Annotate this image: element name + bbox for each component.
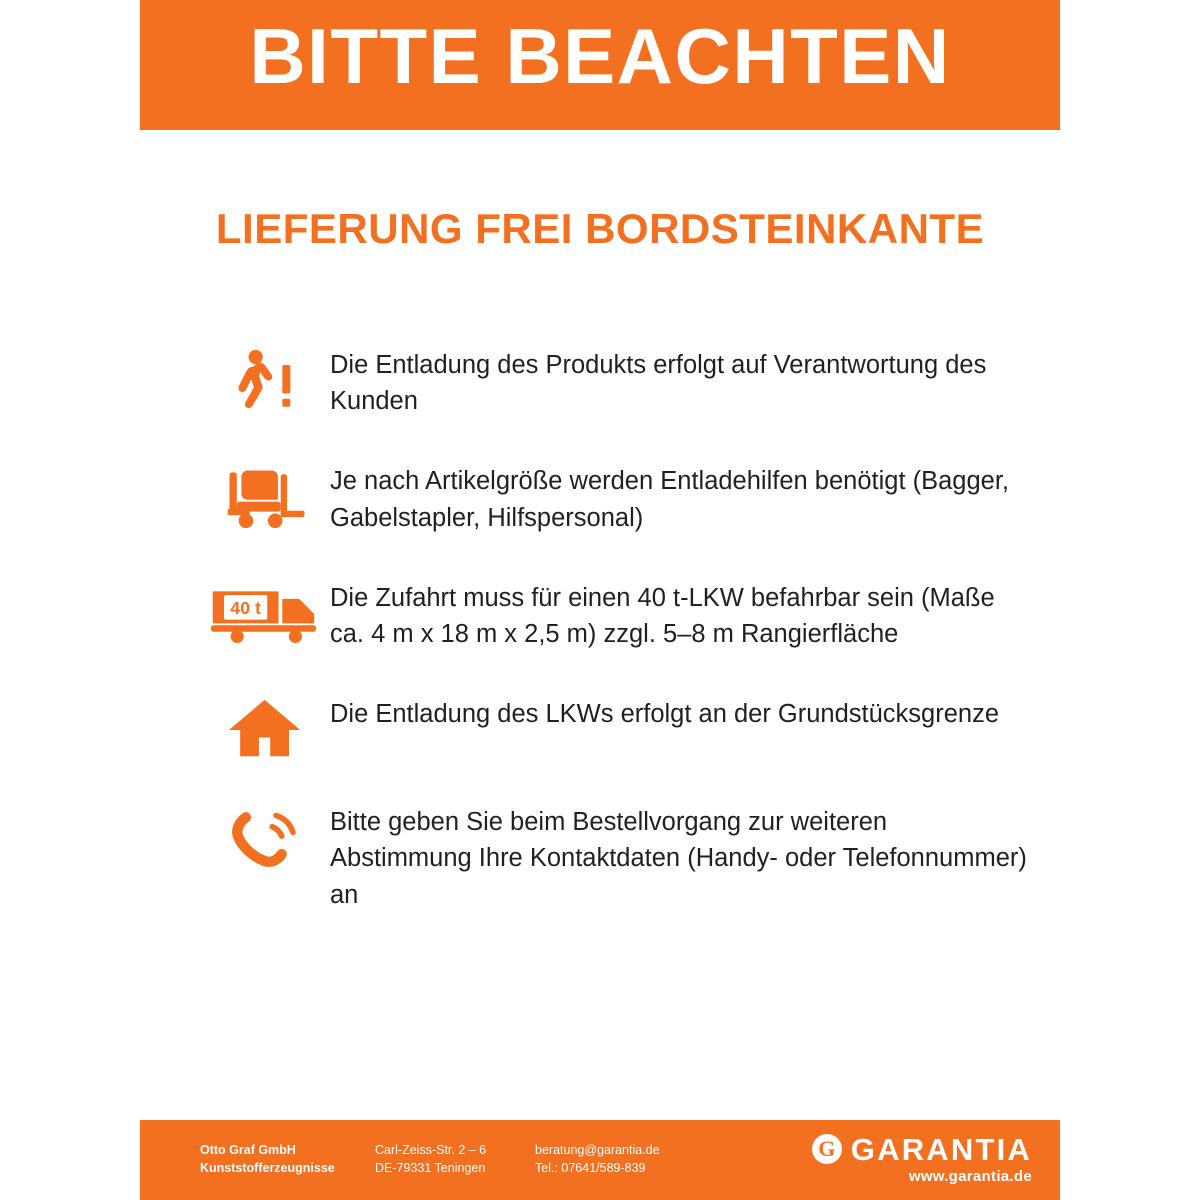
list-item: [200, 802, 1030, 913]
list-item-text: Die Zufahrt muss für einen 40 t-LKW befahrbar sein (Maße ca. 4 m x 18 m x 2,5 m) zzgl. 5–8 m Rangierfläche: [330, 583, 995, 649]
brand-row: [812, 1131, 1032, 1167]
footer-contact: [535, 1141, 725, 1177]
list-item-text: Bitte geben Sie beim Bestellvorgang zur weiteren Abstimmung Ihre Kontaktdaten (Handy- oder Telefonnummer) an: [330, 808, 1027, 909]
pedestrian-warning-icon: [200, 345, 330, 413]
phone-icon: [200, 802, 330, 872]
footer-company: [200, 1141, 375, 1177]
subtitle: LIEFERUNG FREI BORDSTEINKANTE: [215, 205, 985, 252]
list-item-text: Die Entladung des Produkts erfolgt auf Verantwortung des Kunden: [330, 351, 987, 416]
footer-address: [375, 1141, 535, 1177]
truck-load-label: 40 t: [229, 597, 261, 618]
footer-company-line1: Otto Graf GmbH: [200, 1142, 296, 1157]
house-icon: [200, 694, 330, 760]
footer-phone: Tel.: 07641/589-839: [535, 1161, 646, 1175]
list-item: [200, 694, 1030, 760]
page-title: BITTE BEACHTEN: [249, 12, 951, 100]
brand-name: GARANTIA: [850, 1131, 1032, 1167]
truck-40t-icon: [200, 578, 330, 644]
list-item: [200, 345, 1030, 419]
footer-company-line2: Kunststofferzeugnisse: [200, 1161, 335, 1175]
footer-address-line1: Carl-Zeiss-Str. 2 – 6: [375, 1142, 487, 1157]
forklift-icon: [200, 461, 330, 529]
list-item-text: Die Entladung des LKWs erfolgt an der Grundstücksgrenze: [330, 700, 1000, 729]
footer-email[interactable]: beratung@garantia.de: [535, 1142, 660, 1157]
brand-website-link[interactable]: www.garantia.de: [908, 1167, 1032, 1185]
list-item-text: Je nach Artikelgröße werden Entladehilfen benötigt (Bagger, Gabelstapler, Hilfspersonal): [330, 467, 1010, 532]
list-item: [200, 578, 1030, 652]
list-item: [200, 461, 1030, 535]
header-banner: [140, 0, 1060, 130]
garantia-g-icon: G: [812, 1134, 842, 1164]
info-list: [200, 345, 1030, 955]
footer-bar: [140, 1120, 1060, 1200]
footer-address-line2: DE-79331 Teningen: [375, 1161, 486, 1175]
brand-logo: [812, 1131, 1038, 1185]
